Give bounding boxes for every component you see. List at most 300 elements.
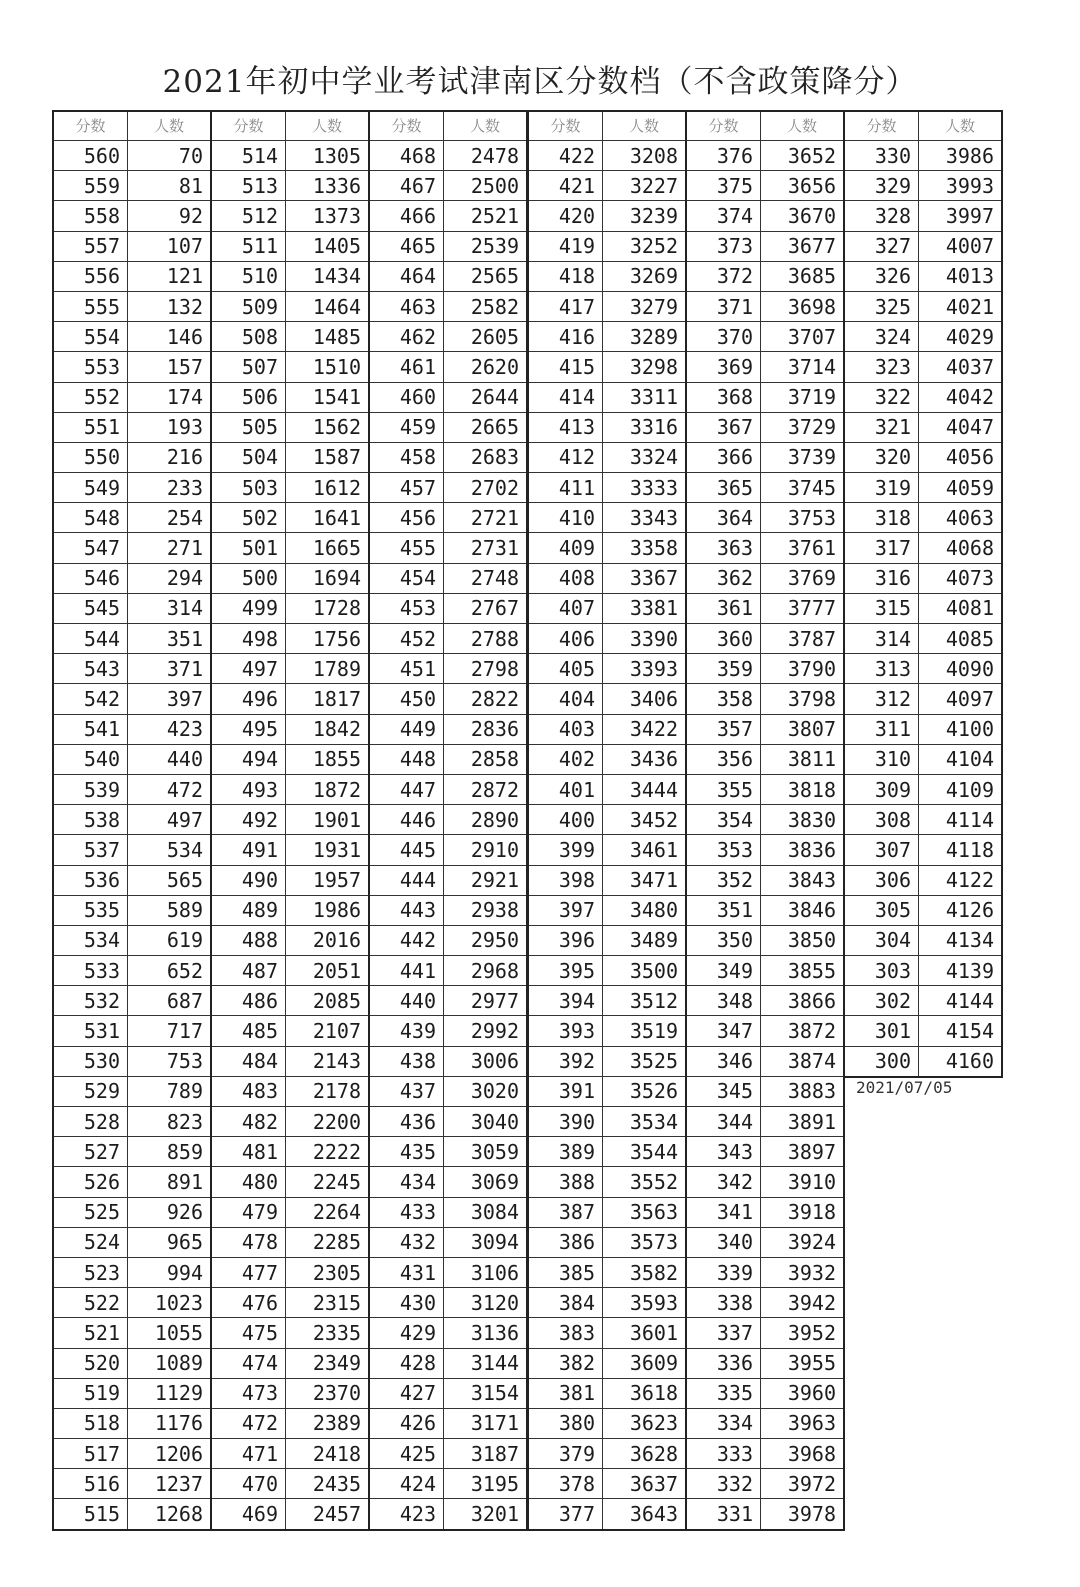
count-cell: 3059 [444,1137,528,1167]
count-cell: 3343 [603,503,687,533]
count-cell: 3628 [603,1439,687,1469]
score-cell: 499 [211,593,286,623]
table-row [844,865,1002,895]
table-row [686,141,844,171]
score-cell: 396 [528,925,603,955]
score-cell: 412 [528,442,603,472]
table-row [844,774,1002,804]
count-cell: 4097 [919,684,1003,714]
table-row [686,473,844,503]
score-cell: 346 [686,1046,761,1076]
table-row [211,1318,369,1348]
table-row [211,684,369,714]
count-cell: 1541 [286,382,370,412]
count-cell: 107 [128,231,212,261]
score-cell: 302 [844,986,919,1016]
table-row [369,1469,527,1499]
count-cell: 2107 [286,1016,370,1046]
table-row [686,261,844,291]
count-cell: 4042 [919,382,1003,412]
count-cell: 1434 [286,261,370,291]
score-cell: 356 [686,744,761,774]
table-row [53,1499,211,1530]
table-header-row [528,111,686,141]
count-cell: 4037 [919,352,1003,382]
count-cell: 3358 [603,533,687,563]
score-cell: 425 [369,1439,444,1469]
table-row [686,412,844,442]
score-cell: 465 [369,231,444,261]
table-row [528,593,686,623]
table-row [53,473,211,503]
score-cell: 325 [844,291,919,321]
count-cell: 3811 [761,744,845,774]
count-cell: 1986 [286,895,370,925]
table-row [369,1257,527,1287]
score-cell: 474 [211,1348,286,1378]
table-row [528,503,686,533]
count-cell: 3069 [444,1167,528,1197]
score-cell: 333 [686,1439,761,1469]
score-cell: 555 [53,291,128,321]
score-cell: 538 [53,805,128,835]
score-cell: 484 [211,1046,286,1076]
table-row [844,1046,1002,1077]
count-cell: 2389 [286,1408,370,1438]
score-cell: 445 [369,835,444,865]
score-cell: 311 [844,714,919,744]
count-cell: 423 [128,714,212,744]
count-cell: 2370 [286,1378,370,1408]
table-row [686,533,844,563]
score-cell: 520 [53,1348,128,1378]
score-cell: 436 [369,1107,444,1137]
score-cell: 402 [528,744,603,774]
score-cell: 416 [528,322,603,352]
table-row [686,1318,844,1348]
table-row [528,684,686,714]
table-row [686,1197,844,1227]
count-cell: 3968 [761,1439,845,1469]
header-count: 人数 [919,111,1003,141]
table-row [369,442,527,472]
count-cell: 351 [128,624,212,654]
count-cell: 823 [128,1107,212,1137]
table-row [369,1076,527,1106]
score-cell: 476 [211,1288,286,1318]
score-cell: 321 [844,412,919,442]
score-cell: 440 [369,986,444,1016]
score-cell: 503 [211,473,286,503]
count-cell: 3924 [761,1227,845,1257]
count-cell: 4073 [919,563,1003,593]
table-row [369,473,527,503]
table-row [686,744,844,774]
table-row [686,684,844,714]
score-cell: 505 [211,412,286,442]
table-row [211,201,369,231]
count-cell: 2644 [444,382,528,412]
count-cell: 2822 [444,684,528,714]
count-cell: 3525 [603,1046,687,1076]
score-cell: 443 [369,895,444,925]
score-cell: 557 [53,231,128,261]
count-cell: 146 [128,322,212,352]
count-cell: 3670 [761,201,845,231]
score-cell: 407 [528,593,603,623]
score-cell: 389 [528,1137,603,1167]
table-row [53,624,211,654]
count-cell: 3269 [603,261,687,291]
table-row [53,744,211,774]
score-cell: 379 [528,1439,603,1469]
score-table [210,110,370,1531]
table-row [53,1046,211,1076]
count-cell: 3020 [444,1076,528,1106]
header-score: 分数 [53,111,128,141]
count-cell: 1405 [286,231,370,261]
count-cell: 472 [128,774,212,804]
table-row [369,563,527,593]
count-cell: 3563 [603,1197,687,1227]
score-cell: 559 [53,171,128,201]
score-cell: 323 [844,352,919,382]
score-cell: 508 [211,322,286,352]
table-row [528,291,686,321]
table-row [686,563,844,593]
count-cell: 3790 [761,654,845,684]
score-cell: 358 [686,684,761,714]
score-cell: 460 [369,382,444,412]
table-row [53,1137,211,1167]
table-row [528,1378,686,1408]
table-row [53,865,211,895]
score-cell: 560 [53,141,128,171]
score-cell: 345 [686,1076,761,1106]
score-cell: 497 [211,654,286,684]
score-cell: 331 [686,1499,761,1530]
count-cell: 4085 [919,624,1003,654]
count-cell: 619 [128,925,212,955]
table-row [211,865,369,895]
table-header-row [369,111,527,141]
count-cell: 3652 [761,141,845,171]
table-row [528,473,686,503]
table-row [844,442,1002,472]
count-cell: 4139 [919,956,1003,986]
score-cell: 542 [53,684,128,714]
table-row [211,925,369,955]
score-cell: 322 [844,382,919,412]
table-row [211,805,369,835]
table-row [211,1227,369,1257]
count-cell: 3500 [603,956,687,986]
score-cell: 327 [844,231,919,261]
score-cell: 533 [53,956,128,986]
score-cell: 444 [369,865,444,895]
count-cell: 3850 [761,925,845,955]
score-table-column-1 [52,110,212,1531]
score-cell: 395 [528,956,603,986]
count-cell: 717 [128,1016,212,1046]
score-cell: 410 [528,503,603,533]
count-cell: 2950 [444,925,528,955]
score-cell: 301 [844,1016,919,1046]
table-row [211,654,369,684]
table-row [53,563,211,593]
count-cell: 4100 [919,714,1003,744]
score-cell: 441 [369,956,444,986]
count-cell: 3787 [761,624,845,654]
table-row [686,1167,844,1197]
count-cell: 3807 [761,714,845,744]
score-cell: 352 [686,865,761,895]
table-row [844,412,1002,442]
table-row [686,352,844,382]
score-cell: 434 [369,1167,444,1197]
score-cell: 367 [686,412,761,442]
count-cell: 3866 [761,986,845,1016]
score-cell: 501 [211,533,286,563]
score-cell: 392 [528,1046,603,1076]
score-cell: 357 [686,714,761,744]
count-cell: 965 [128,1227,212,1257]
score-cell: 495 [211,714,286,744]
count-cell: 2565 [444,261,528,291]
score-cell: 317 [844,533,919,563]
score-cell: 437 [369,1076,444,1106]
count-cell: 1023 [128,1288,212,1318]
table-row [53,1257,211,1287]
header-count: 人数 [128,111,212,141]
table-row [369,171,527,201]
count-cell: 2910 [444,835,528,865]
count-cell: 2222 [286,1137,370,1167]
score-cell: 370 [686,322,761,352]
table-row [686,442,844,472]
table-row [211,503,369,533]
count-cell: 926 [128,1197,212,1227]
table-row [369,593,527,623]
table-row [211,624,369,654]
table-row [844,533,1002,563]
count-cell: 1206 [128,1439,212,1469]
table-row [686,1288,844,1318]
count-cell: 4081 [919,593,1003,623]
count-cell: 3910 [761,1167,845,1197]
table-row [53,1348,211,1378]
score-cell: 313 [844,654,919,684]
count-cell: 3422 [603,714,687,744]
score-cell: 372 [686,261,761,291]
count-cell: 3872 [761,1016,845,1046]
table-row [844,986,1002,1016]
score-cell: 353 [686,835,761,865]
table-row [53,1318,211,1348]
count-cell: 3298 [603,352,687,382]
score-cell: 376 [686,141,761,171]
count-cell: 789 [128,1076,212,1106]
table-row [528,412,686,442]
score-cell: 361 [686,593,761,623]
score-cell: 491 [211,835,286,865]
count-cell: 4126 [919,895,1003,925]
count-cell: 233 [128,473,212,503]
score-cell: 475 [211,1318,286,1348]
table-row [53,835,211,865]
score-cell: 397 [528,895,603,925]
score-cell: 448 [369,744,444,774]
score-cell: 363 [686,533,761,563]
score-cell: 461 [369,352,444,382]
count-cell: 4118 [919,835,1003,865]
table-row [528,895,686,925]
table-row [369,654,527,684]
score-cell: 466 [369,201,444,231]
score-cell: 381 [528,1378,603,1408]
score-cell: 543 [53,654,128,684]
score-cell: 485 [211,1016,286,1046]
score-cell: 414 [528,382,603,412]
count-cell: 4013 [919,261,1003,291]
count-cell: 3436 [603,744,687,774]
count-cell: 652 [128,956,212,986]
count-cell: 3573 [603,1227,687,1257]
count-cell: 4144 [919,986,1003,1016]
table-row [369,533,527,563]
count-cell: 132 [128,291,212,321]
table-row [528,744,686,774]
count-cell: 4063 [919,503,1003,533]
count-cell: 1817 [286,684,370,714]
table-row [844,322,1002,352]
score-cell: 399 [528,835,603,865]
table-row [211,1016,369,1046]
table-row [528,1318,686,1348]
score-cell: 385 [528,1257,603,1287]
count-cell: 3452 [603,805,687,835]
score-cell: 500 [211,563,286,593]
score-cell: 348 [686,986,761,1016]
score-cell: 378 [528,1469,603,1499]
score-cell: 394 [528,986,603,1016]
score-cell: 354 [686,805,761,835]
count-cell: 3986 [919,141,1003,171]
table-row [211,1257,369,1287]
count-cell: 3471 [603,865,687,895]
score-cell: 457 [369,473,444,503]
score-table [368,110,528,1531]
table-row [369,1046,527,1076]
count-cell: 4109 [919,774,1003,804]
score-cell: 359 [686,654,761,684]
score-cell: 430 [369,1288,444,1318]
table-row [686,1408,844,1438]
count-cell: 3874 [761,1046,845,1076]
score-cell: 453 [369,593,444,623]
table-row [686,1257,844,1287]
score-cell: 375 [686,171,761,201]
count-cell: 2521 [444,201,528,231]
count-cell: 3960 [761,1378,845,1408]
score-cell: 454 [369,563,444,593]
count-cell: 2539 [444,231,528,261]
score-cell: 471 [211,1439,286,1469]
score-cell: 523 [53,1257,128,1287]
table-row [686,986,844,1016]
table-row [528,563,686,593]
count-cell: 2051 [286,956,370,986]
count-cell: 1510 [286,352,370,382]
table-row [686,956,844,986]
score-cell: 415 [528,352,603,382]
score-cell: 494 [211,744,286,774]
score-table-column-2 [210,110,370,1531]
count-cell: 3040 [444,1107,528,1137]
table-row [369,1227,527,1257]
count-cell: 3942 [761,1288,845,1318]
score-cell: 493 [211,774,286,804]
table-row [844,141,1002,171]
table-row [211,1469,369,1499]
score-cell: 553 [53,352,128,382]
table-row [686,1348,844,1378]
score-cell: 337 [686,1318,761,1348]
table-row [686,774,844,804]
table-row [53,201,211,231]
count-cell: 3393 [603,654,687,684]
count-cell: 397 [128,684,212,714]
table-row [528,1257,686,1287]
count-cell: 216 [128,442,212,472]
count-cell: 2665 [444,412,528,442]
page-title: 2021年初中学业考试津南区分数档（不含政策降分） [162,64,918,100]
table-row [686,593,844,623]
count-cell: 1464 [286,291,370,321]
score-cell: 365 [686,473,761,503]
count-cell: 2683 [444,442,528,472]
table-row [369,895,527,925]
table-row [369,835,527,865]
score-cell: 424 [369,1469,444,1499]
count-cell: 92 [128,201,212,231]
score-cell: 420 [528,201,603,231]
score-cell: 514 [211,141,286,171]
score-cell: 417 [528,291,603,321]
count-cell: 1268 [128,1499,212,1530]
count-cell: 3972 [761,1469,845,1499]
table-row [844,744,1002,774]
table-row [844,503,1002,533]
count-cell: 1665 [286,533,370,563]
table-row [53,895,211,925]
count-cell: 254 [128,503,212,533]
score-cell: 541 [53,714,128,744]
count-cell: 3830 [761,805,845,835]
count-cell: 1485 [286,322,370,352]
score-cell: 544 [53,624,128,654]
score-cell: 452 [369,624,444,654]
score-cell: 482 [211,1107,286,1137]
table-row [844,895,1002,925]
count-cell: 497 [128,805,212,835]
count-cell: 2418 [286,1439,370,1469]
count-cell: 3367 [603,563,687,593]
score-cell: 519 [53,1378,128,1408]
table-row [528,1137,686,1167]
table-row [528,925,686,955]
count-cell: 3739 [761,442,845,472]
